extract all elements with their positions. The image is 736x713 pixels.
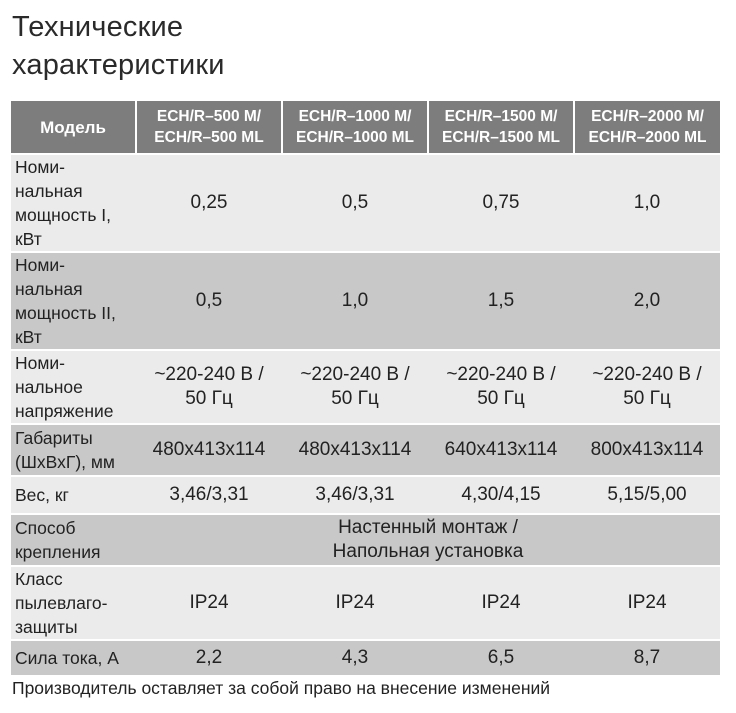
table-row-mounting [11, 514, 720, 566]
cell-value: 0,5 [136, 252, 282, 350]
row-label-weight: Вес, кг [11, 476, 136, 514]
row-label-voltage: Номи- нальное напряжение [11, 350, 136, 424]
page-title-line2: характеристики [12, 49, 225, 81]
cell-value: 1,0 [574, 154, 720, 252]
cell-value: 4,30/4,15 [428, 476, 574, 514]
row-label-power1: Номи- нальная мощность I, кВт [11, 154, 136, 252]
cell-value: ~220-240 В / 50 Гц [428, 350, 574, 424]
cell-value: ~220-240 В / 50 Гц [282, 350, 428, 424]
header-model-1500: ECH/R–1500 M/ ECH/R–1500 ML [428, 101, 574, 154]
cell-value-mounting: Настенный монтаж / Напольная установка [136, 514, 720, 566]
row-label-protection: Класс пылевлаго- защиты [11, 566, 136, 640]
row-label-dimensions: Габариты (ШхВхГ), мм [11, 424, 136, 476]
header-model-2000: ECH/R–2000 M/ ECH/R–2000 ML [574, 101, 720, 154]
cell-value: 480x413x114 [136, 424, 282, 476]
footnote-disclaimer: Производитель оставляет за собой право на внесение изменений [12, 678, 551, 698]
cell-value: 480x413x114 [282, 424, 428, 476]
cell-value: 1,5 [428, 252, 574, 350]
cell-value: IP24 [136, 566, 282, 640]
cell-value: 0,5 [282, 154, 428, 252]
table-row-protection [11, 566, 720, 640]
cell-value: 1,0 [282, 252, 428, 350]
cell-value: 2,2 [136, 640, 282, 675]
cell-value: IP24 [428, 566, 574, 640]
header-model-500: ECH/R–500 M/ ECH/R–500 ML [136, 101, 282, 154]
cell-value: ~220-240 В / 50 Гц [136, 350, 282, 424]
cell-value: 8,7 [574, 640, 720, 675]
header-model-1000: ECH/R–1000 M/ ECH/R–1000 ML [282, 101, 428, 154]
cell-value: 800x413x114 [574, 424, 720, 476]
cell-value: IP24 [282, 566, 428, 640]
page-title-line1: Технические [12, 11, 184, 43]
cell-value: 2,0 [574, 252, 720, 350]
row-label-mounting: Способ крепления [11, 514, 136, 566]
table-row-power1 [11, 154, 720, 252]
table-header-row [11, 101, 720, 154]
header-model-label: Модель [11, 101, 136, 154]
page-title [12, 8, 512, 84]
table-row-power2 [11, 252, 720, 350]
cell-value: 640x413x114 [428, 424, 574, 476]
specifications-table [11, 101, 720, 675]
cell-value: 0,25 [136, 154, 282, 252]
cell-value: 4,3 [282, 640, 428, 675]
cell-value: ~220-240 В / 50 Гц [574, 350, 720, 424]
table-row-voltage [11, 350, 720, 424]
cell-value: 3,46/3,31 [282, 476, 428, 514]
cell-value: 5,15/5,00 [574, 476, 720, 514]
cell-value: 6,5 [428, 640, 574, 675]
cell-value: IP24 [574, 566, 720, 640]
table-row-current [11, 640, 720, 675]
row-label-power2: Номи- нальная мощность II, кВт [11, 252, 136, 350]
table-row-weight [11, 476, 720, 514]
row-label-current: Сила тока, А [11, 640, 136, 675]
table-row-dimensions [11, 424, 720, 476]
cell-value: 3,46/3,31 [136, 476, 282, 514]
cell-value: 0,75 [428, 154, 574, 252]
